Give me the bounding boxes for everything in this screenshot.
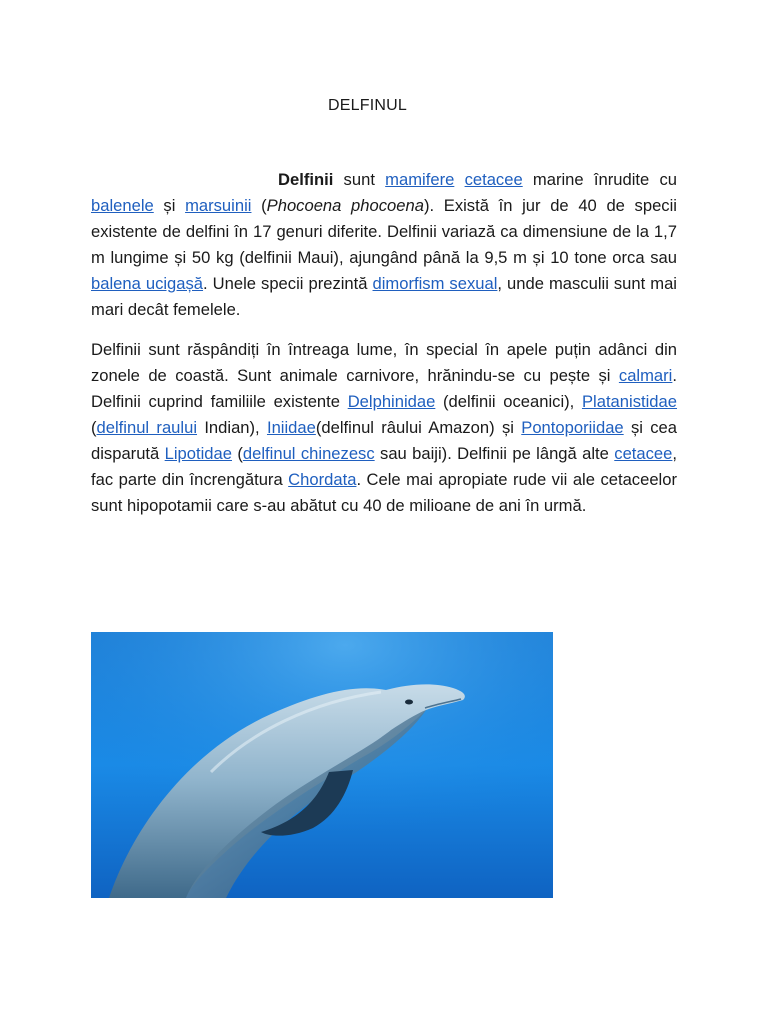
text-run: (delfinii oceanici), [435,392,582,411]
text-run [454,170,464,189]
dolphin-photo [91,632,553,898]
paragraph-intro [91,167,677,323]
link-marsuinii[interactable]: marsuinii [185,196,252,215]
text-run: ( [232,444,243,463]
link-delfinul-chinezesc[interactable]: delfinul chinezesc [242,444,375,463]
link-cetacee[interactable]: cetacee [614,444,673,463]
text-run: ( [251,196,267,215]
page-title: DELFINUL [328,97,407,114]
text-run: ). Există în jur de 40 de specii existente de delfini în 17 genuri diferite. Delfinii variază ca dimensiune de la 1,7 m lungime și 50 kg (delfinii Maui), ajungând până la 9,5 m și 10 tone orca sau [91,196,677,267]
italic-term: Phocoena phocoena [266,196,424,215]
text-run: Indian), [197,418,267,437]
link-iniidae[interactable]: Iniidae [266,418,316,437]
link-balenele[interactable]: balenele [91,196,154,215]
text-run: . Delfinii cuprind familiile existente [91,366,677,411]
link-chordata[interactable]: Chordata [288,470,357,489]
text-run: sunt [333,170,386,189]
text-run: ( [91,418,97,437]
text-run: și cea disparută [91,418,678,463]
paragraph-distribution [91,337,677,519]
text-run: , fac parte din încrengătura [91,444,678,489]
link-dimorfism-sexual[interactable]: dimorfism sexual [372,274,498,293]
link-delfinul-raului[interactable]: delfinul raului [96,418,198,437]
link-pontoporiidae[interactable]: Pontoporiidae [521,418,624,437]
link-lipotidae[interactable]: Lipotidae [164,444,232,463]
text-run: . Cele mai apropiate rude vii ale cetaceelor sunt hipopotamii care s-au abătut cu 40 de milioane de ani în urmă. [91,470,678,515]
link-cetacee[interactable]: cetacee [464,170,523,189]
bold-term: Delfinii [278,170,334,189]
text-run: , unde masculii sunt mai mari decât femelele. [91,274,677,319]
text-run: Delfinii sunt răspândiți în întreaga lume, în special în apele puțin adânci din zonele de coastă. Sunt animale carnivore, hrănindu-se cu pește și [91,340,677,385]
link-calmari[interactable]: calmari [618,366,673,385]
link-balena-ucigașă[interactable]: balena ucigașă [91,274,204,293]
text-run: și [153,196,186,215]
link-platanistidae[interactable]: Platanistidae [581,392,677,411]
link-mamifere[interactable]: mamifere [385,170,455,189]
text-run: sau baiji). Delfinii pe lângă alte [374,444,615,463]
link-delphinidae[interactable]: Delphinidae [347,392,436,411]
text-run: marine înrudite cu [522,170,677,189]
text-run: (delfinul râului Amazon) și [315,418,522,437]
text-run: . Unele specii prezintă [203,274,373,293]
